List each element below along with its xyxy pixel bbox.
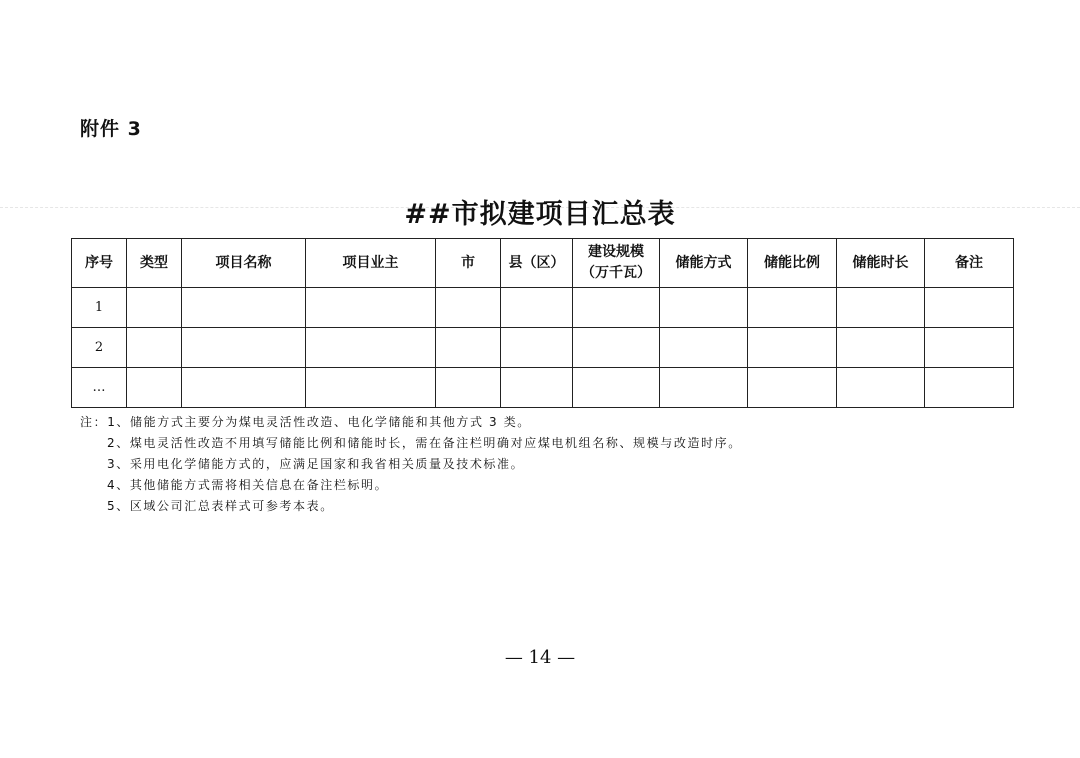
row-index: … <box>72 368 127 408</box>
note-item: 5、区域公司汇总表样式可参考本表。 <box>107 499 334 513</box>
cell-project-name <box>182 368 306 408</box>
cell-remarks <box>925 288 1014 328</box>
note-item: 2、煤电灵活性改造不用填写储能比例和储能时长，需在备注栏明确对应煤电机组名称、规模与改造时序。 <box>107 436 742 450</box>
cell-storage-method <box>660 368 748 408</box>
summary-table <box>71 238 1014 408</box>
cell-county <box>501 288 573 328</box>
header-remarks: 备注 <box>925 239 1014 288</box>
cell-storage-ratio <box>748 288 837 328</box>
cell-city <box>436 288 501 328</box>
header-storage-ratio: 储能比例 <box>748 239 837 288</box>
cell-project-name <box>182 328 306 368</box>
cell-county <box>501 328 573 368</box>
cell-storage-duration <box>837 368 925 408</box>
row-index: 2 <box>72 328 127 368</box>
row-index: 1 <box>72 288 127 328</box>
table-row <box>72 288 1014 328</box>
note-item: 4、其他储能方式需将相关信息在备注栏标明。 <box>107 478 389 492</box>
cell-type <box>127 328 182 368</box>
cell-remarks <box>925 328 1014 368</box>
header-storage-method: 储能方式 <box>660 239 748 288</box>
notes-section <box>80 412 742 517</box>
header-type: 类型 <box>127 239 182 288</box>
cell-construction-scale <box>573 328 660 368</box>
cell-project-owner <box>306 368 436 408</box>
cell-construction-scale <box>573 368 660 408</box>
cell-project-owner <box>306 328 436 368</box>
page-number: — 14 — <box>504 647 576 668</box>
page-title: ##市拟建项目汇总表 <box>404 199 676 230</box>
note-item: 注：1、储能方式主要分为煤电灵活性改造、电化学储能和其他方式 3 类。 <box>80 415 531 429</box>
header-county: 县（区） <box>501 239 573 288</box>
header-construction-scale: 建设规模 （万千瓦） <box>573 239 660 288</box>
cell-storage-ratio <box>748 328 837 368</box>
cell-construction-scale <box>573 288 660 328</box>
cell-storage-duration <box>837 328 925 368</box>
cell-storage-ratio <box>748 368 837 408</box>
cell-storage-duration <box>837 288 925 328</box>
cell-project-owner <box>306 288 436 328</box>
header-index: 序号 <box>72 239 127 288</box>
cell-project-name <box>182 288 306 328</box>
header-storage-duration: 储能时长 <box>837 239 925 288</box>
cell-type <box>127 288 182 328</box>
table-header-row <box>72 239 1014 288</box>
cell-storage-method <box>660 288 748 328</box>
table-row <box>72 368 1014 408</box>
header-project-owner: 项目业主 <box>306 239 436 288</box>
attachment-label: 附件 3 <box>80 118 142 140</box>
cell-county <box>501 368 573 408</box>
cell-city <box>436 368 501 408</box>
cell-remarks <box>925 368 1014 408</box>
note-item: 3、采用电化学储能方式的，应满足国家和我省相关质量及技术标准。 <box>107 457 525 471</box>
table-row <box>72 328 1014 368</box>
header-city: 市 <box>436 239 501 288</box>
cell-type <box>127 368 182 408</box>
cell-city <box>436 328 501 368</box>
cell-storage-method <box>660 328 748 368</box>
header-project-name: 项目名称 <box>182 239 306 288</box>
